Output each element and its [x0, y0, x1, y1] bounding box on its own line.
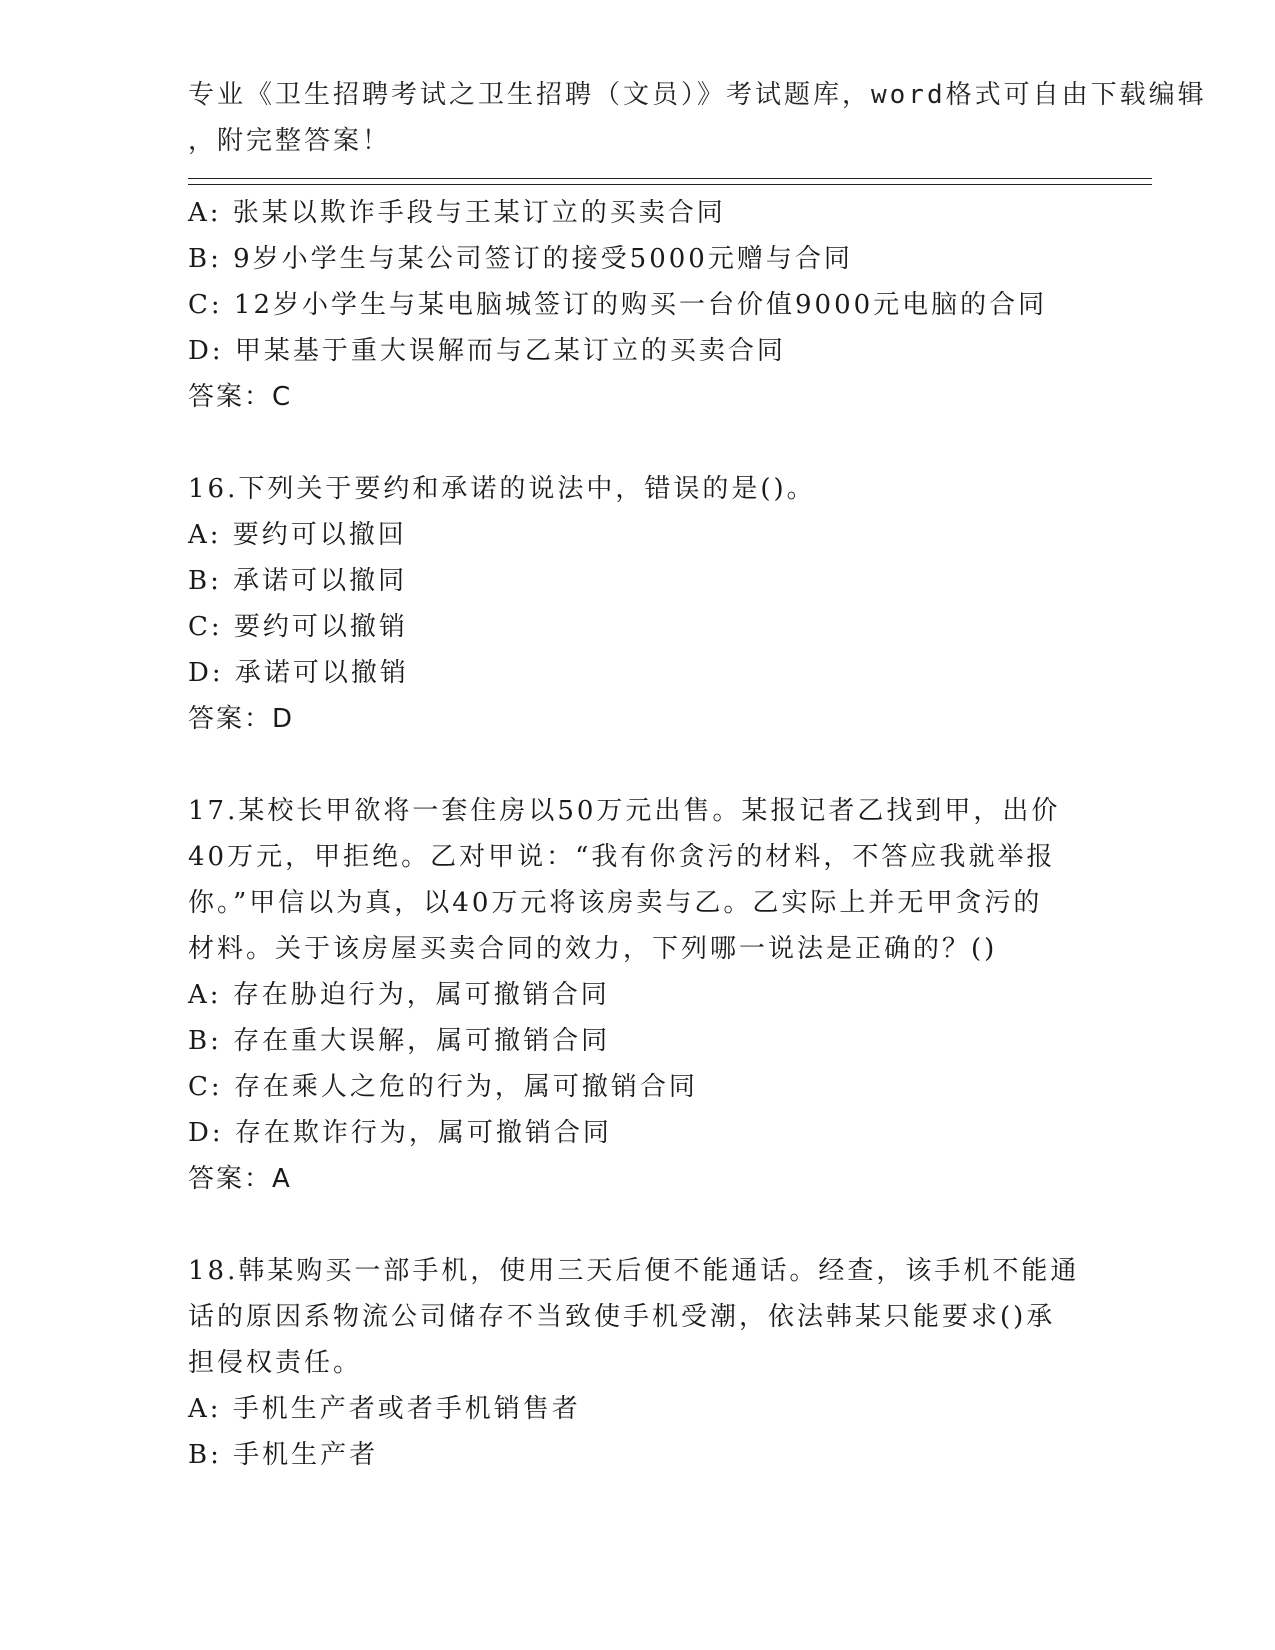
- option-d: D: 存在欺诈行为，属可撤销合同: [188, 1118, 612, 1148]
- spacer: [188, 420, 1088, 466]
- spacer: [188, 1202, 1088, 1248]
- header-line-1: 专业《卫生招聘考试之卫生招聘（文员）》考试题库，word格式可自由下载编辑: [188, 80, 1207, 110]
- option-b: B: 承诺可以撤同: [188, 566, 408, 596]
- question-18: [188, 1248, 1088, 1478]
- header-divider-bottom: [188, 184, 1152, 185]
- option-c: C: 12岁小学生与某电脑城签订的购买一台价值9000元电脑的合同: [188, 290, 1048, 320]
- question-stem-line: 话的原因系物流公司储存不当致使手机受潮，依法韩某只能要求()承: [188, 1302, 1056, 1332]
- answer: 答案：C: [188, 382, 293, 412]
- question-stem-line: 40万元，甲拒绝。乙对甲说：“我有你贪污的材料，不答应我就举报: [188, 842, 1056, 872]
- option-d: D: 承诺可以撤销: [188, 658, 409, 688]
- spacer: [188, 742, 1088, 788]
- header-divider-top: [188, 178, 1152, 179]
- header-line-2: ，附完整答案！: [188, 126, 392, 156]
- document-header: [188, 72, 1207, 164]
- question-stem-line: 担侵权责任。: [188, 1348, 363, 1378]
- option-a: A: 手机生产者或者手机销售者: [188, 1394, 581, 1424]
- option-c: C: 要约可以撤销: [188, 612, 408, 642]
- option-a: A: 张某以欺诈手段与王某订立的买卖合同: [188, 198, 726, 228]
- option-b: B: 存在重大误解，属可撤销合同: [188, 1026, 611, 1056]
- option-a: A: 要约可以撤回: [188, 520, 407, 550]
- question-16: [188, 466, 1088, 742]
- question-15: [188, 190, 1088, 420]
- question-17: [188, 788, 1088, 1202]
- document-body: [188, 190, 1088, 1478]
- question-stem-line: 你。”甲信以为真，以40万元将该房卖与乙。乙实际上并无甲贪污的: [188, 888, 1043, 918]
- option-d: D: 甲某基于重大误解而与乙某订立的买卖合同: [188, 336, 786, 366]
- answer: 答案：D: [188, 704, 295, 734]
- option-a: A: 存在胁迫行为，属可撤销合同: [188, 980, 610, 1010]
- question-stem: 16.下列关于要约和承诺的说法中，错误的是()。: [188, 474, 816, 504]
- answer: 答案：A: [188, 1164, 292, 1194]
- option-b: B: 手机生产者: [188, 1440, 379, 1470]
- option-b: B: 9岁小学生与某公司签订的接受5000元赠与合同: [188, 244, 853, 274]
- question-stem-line: 材料。关于该房屋买卖合同的效力，下列哪一说法是正确的？(): [188, 934, 998, 964]
- question-stem-line: 17.某校长甲欲将一套住房以50万元出售。某报记者乙找到甲，出价: [188, 796, 1061, 826]
- question-stem-line: 18.韩某购买一部手机，使用三天后便不能通话。经查，该手机不能通: [188, 1256, 1080, 1286]
- option-c: C: 存在乘人之危的行为，属可撤销合同: [188, 1072, 698, 1102]
